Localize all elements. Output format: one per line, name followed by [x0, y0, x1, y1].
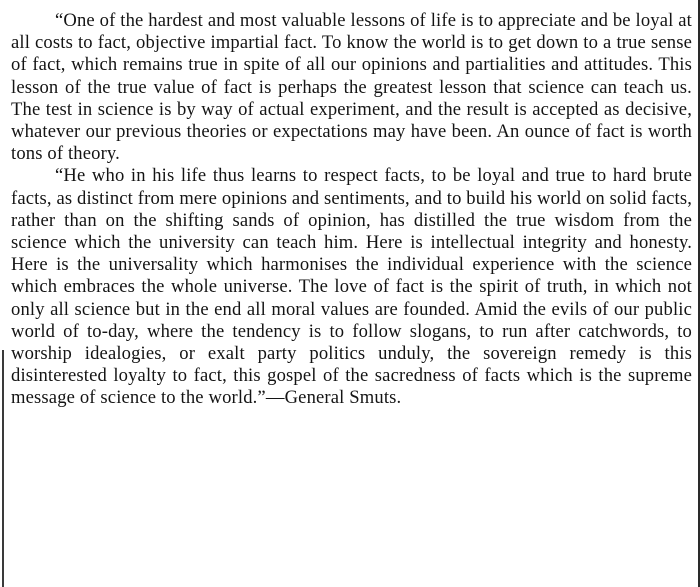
quotation-article — [11, 10, 692, 410]
paragraph-1: “One of the hardest and most valuable lessons of life is to appreciate and be loyal at all costs to fact, objective impartial fact. To know the world is to get down to a true sense of fact, which remains true in spite of all our opinions and partialities and attitudes. This lesson of the true value of fact is perhaps the greatest lesson that science can teach us. The test in science is by way of actual experiment, and the result is accepted as decisive, whatever our previous theories or expectations may have been. An ounce of fact is worth tons of theory. — [11, 10, 692, 165]
column-rule — [2, 350, 4, 587]
paragraph-2: “He who in his life thus learns to respect facts, to be loyal and true to hard brute facts, as distinct from mere opinions and sentiments, and to build his world on solid facts, rather than on the shifting sands of opinion, has distilled the true wisdom from the science which the university can teach him. Here is intellectual integrity and honesty. Here is the universality which harmonises the individual experience with the science which embraces the whole universe. The love of fact is the spirit of truth, in which not only all science but in the end all moral values are founded. Amid the evils of our public world of to-day, where the tendency is to follow slogans, to run after catchwords, to worship idealogies, or exalt party politics unduly, the sovereign remedy is this disinterested loyalty to fact, this gospel of the sacredness of facts which is the supreme message of science to the world.”—General Smuts. — [11, 165, 693, 409]
